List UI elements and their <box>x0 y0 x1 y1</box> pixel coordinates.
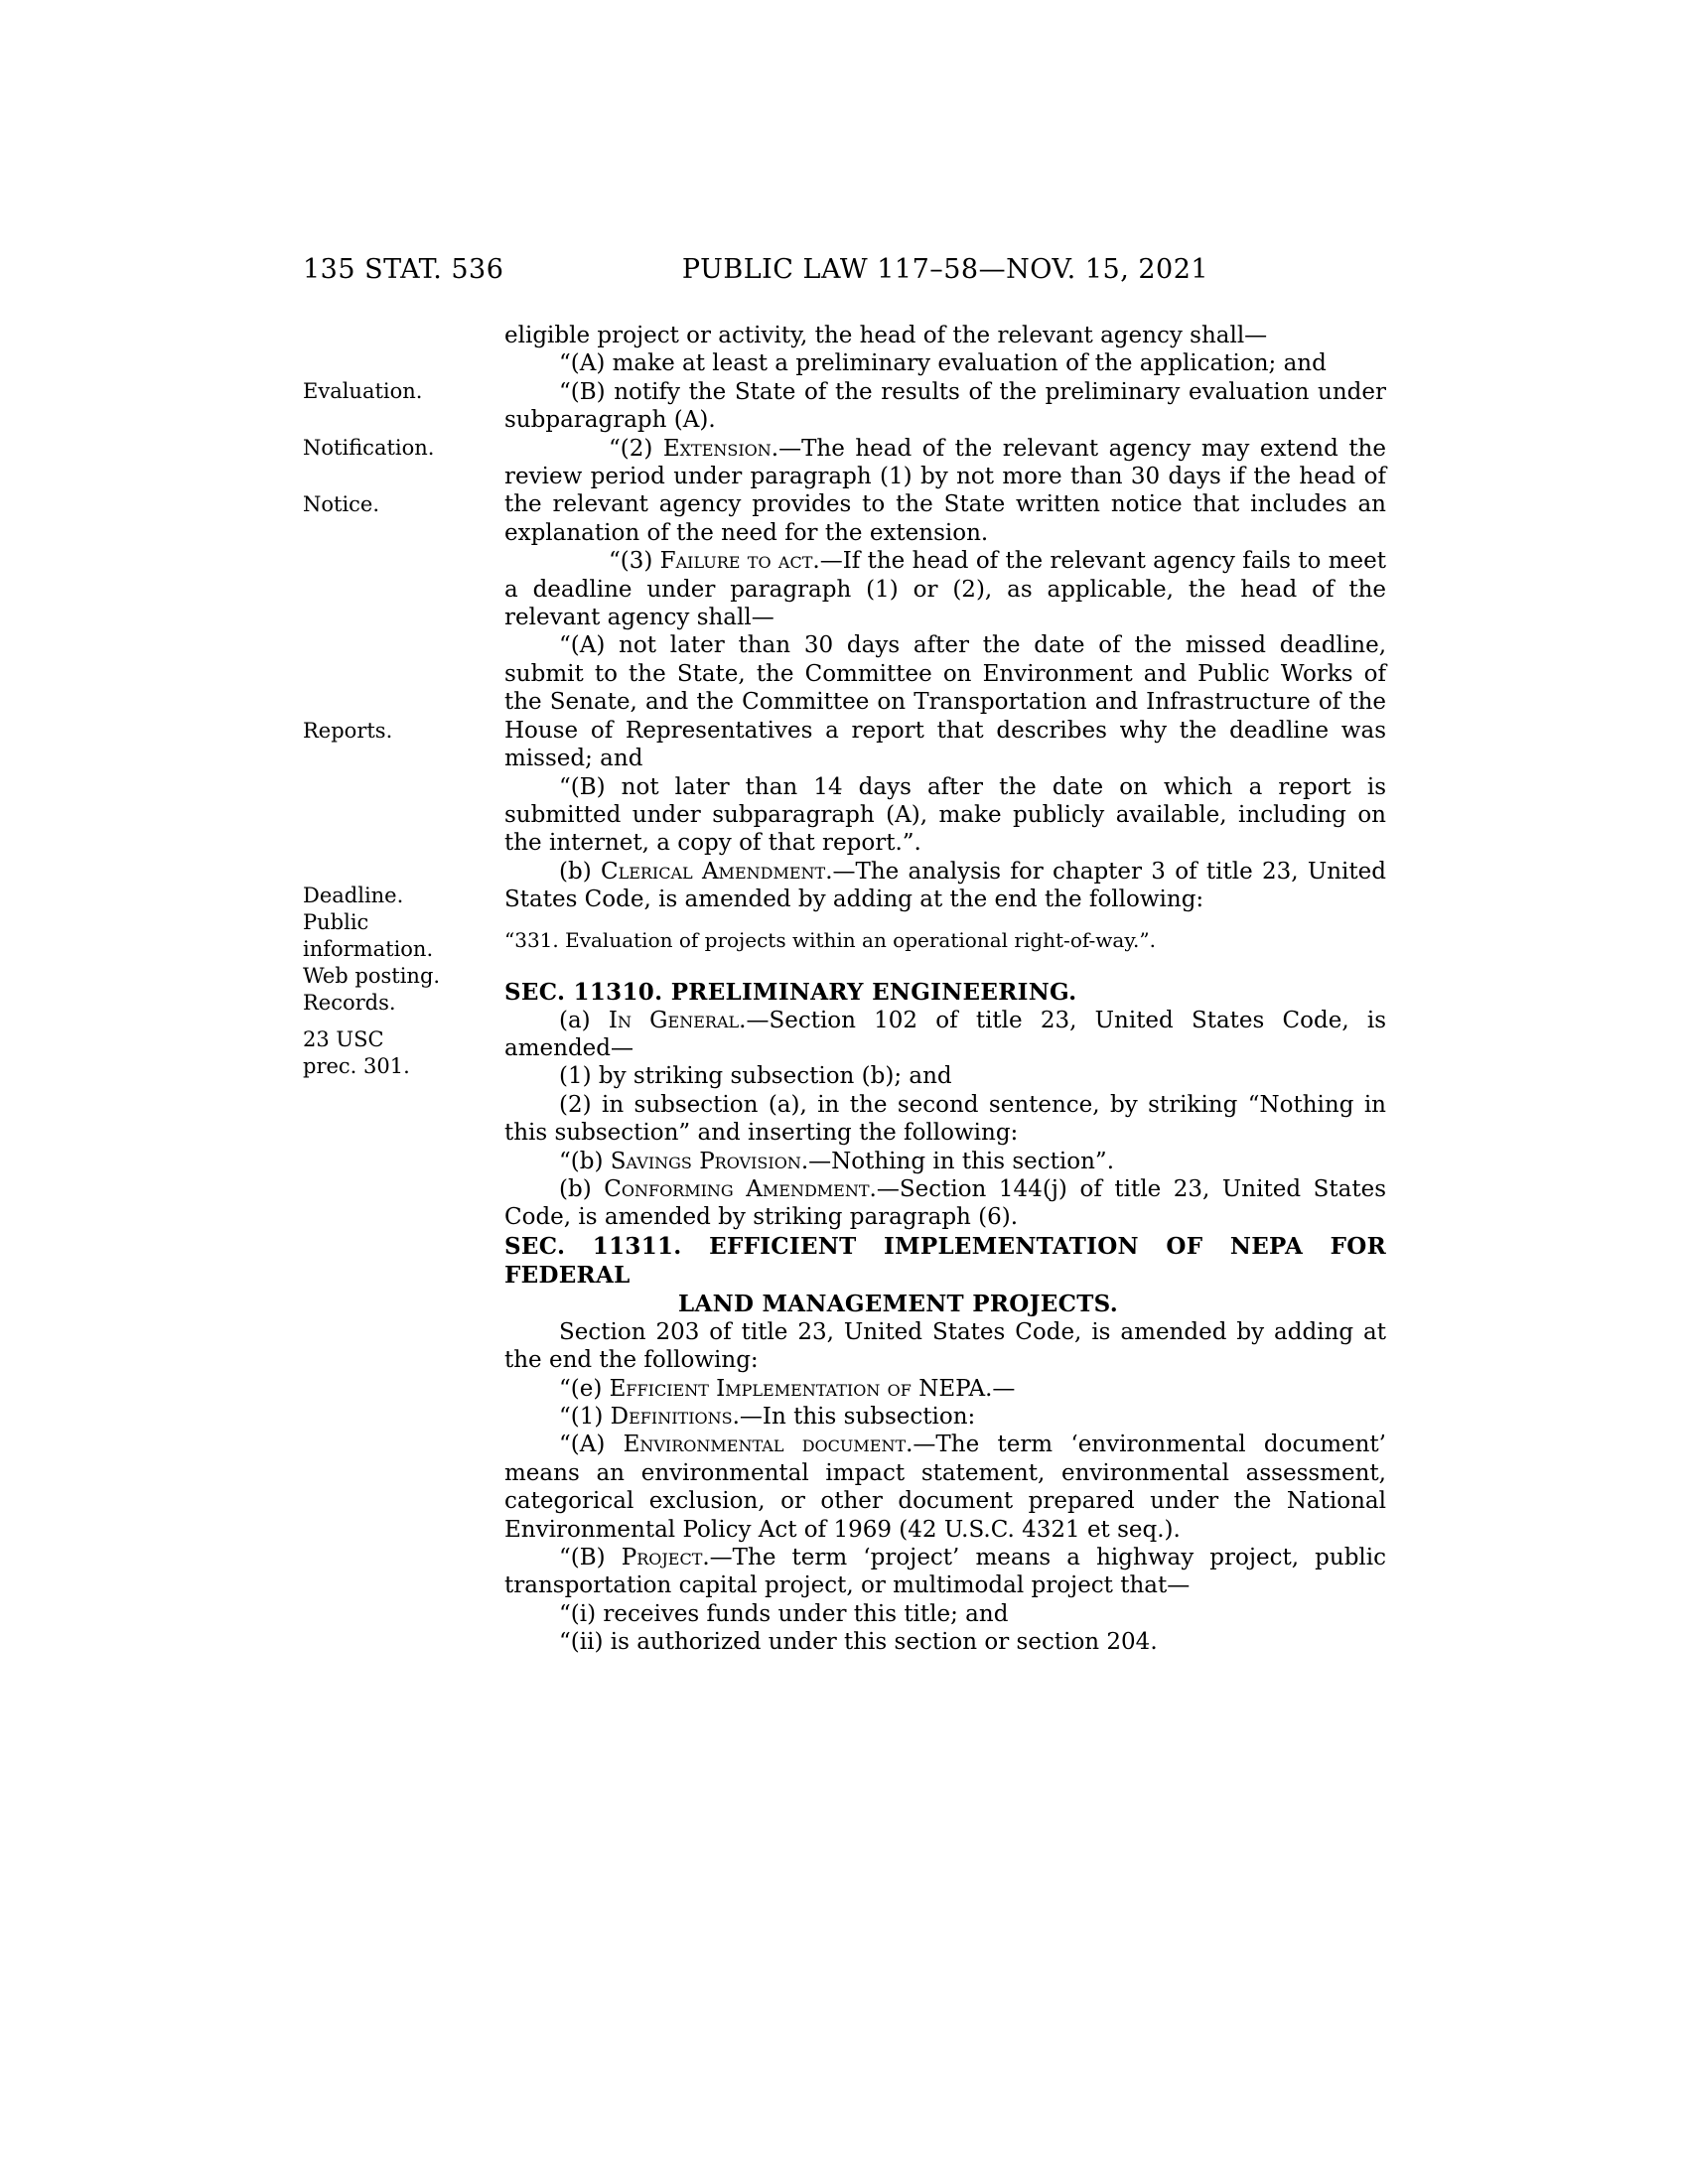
subsection-e-efficient-implementation <box>504 1375 1386 1403</box>
margin-note-line: prec. 301. <box>303 1054 410 1078</box>
paragraph-text: .—The head of the relevant agency may extend the review period under paragraph (1) by not more than 30 days if the head of the relevant agency provides to the State written notice that includes an explanation of the need for the extension. <box>504 435 1386 546</box>
stat-page-number: 135 STAT. 536 <box>303 254 504 285</box>
enum-label: “(3) <box>609 548 660 575</box>
defined-term: Clerical Amendment <box>600 858 826 885</box>
paragraph-b-clerical-amendment <box>504 858 1386 914</box>
paragraph-text: .—The analysis for chapter 3 of title 23, United States Code, is amended by adding at the end the following: <box>504 858 1386 913</box>
margin-note-reports <box>303 718 492 745</box>
subparagraph-a-report: “(A) not later than 30 days after the date of the missed deadline, submit to the State, the Committee on Environment and Public Works of the Senate, and the Committee on Transportation and Infrastructure of the House of Representatives a report that describes why the deadline was missed; and <box>504 632 1386 772</box>
paragraph-1-definitions <box>504 1403 1386 1431</box>
paragraph-text: .—If the head of the relevant agency fails to meet a deadline under paragraph (1) or (2), as applicable, the head of the relevant agency shall— <box>504 548 1386 631</box>
paragraph-text: .—Section 144(j) of title 23, United States Code, is amended by striking paragraph (6). <box>504 1175 1386 1231</box>
paragraph-text: .— <box>985 1375 1016 1402</box>
subparagraph-a-evaluation: “(A) make at least a preliminary evaluation of the application; and <box>559 350 1327 377</box>
enum-label: “(1) <box>559 1404 611 1430</box>
paragraph-2-extension <box>504 435 1386 548</box>
margin-note-line: Web posting. <box>303 964 441 988</box>
paragraph-text: .—The term ‘project’ means a highway project, public transportation capital project, or multimodal project that— <box>504 1545 1387 1599</box>
defined-term: Savings Provision <box>610 1148 801 1174</box>
statute-text-column <box>504 322 1386 1657</box>
enum-label: (a) <box>559 1007 609 1033</box>
clause-ii-authorized: “(ii) is authorized under this section or section 204. <box>559 1629 1158 1656</box>
paragraph-section-203-intro: Section 203 of title 23, United States Code, is amended by adding at the end the following: <box>504 1318 1386 1374</box>
margin-note-notice <box>303 491 492 518</box>
margin-note-line: Notification. <box>303 436 435 460</box>
margin-note-line: Deadline. <box>303 884 404 907</box>
defined-term: Conforming Amendment <box>604 1175 870 1202</box>
paragraph-b-conforming-amendment <box>504 1175 1386 1232</box>
enum-label: (b) <box>559 1175 605 1202</box>
paragraph-text: .—In this subsection: <box>732 1404 976 1430</box>
paragraph-3-failure-to-act <box>504 547 1386 631</box>
margin-note-line: Reports. <box>303 719 393 743</box>
enum-label: “(b) <box>559 1148 611 1174</box>
section-heading-line1: SEC. 11311. EFFICIENT IMPLEMENTATION OF NEPA FOR FEDERAL <box>504 1232 1386 1289</box>
subparagraph-a-environmental-document <box>504 1431 1386 1544</box>
defined-term: In General <box>608 1007 740 1033</box>
paragraph-a-in-general <box>504 1007 1386 1063</box>
margin-note-line: information. <box>303 937 434 961</box>
section-heading-line2: LAND MANAGEMENT PROJECTS. <box>678 1290 1119 1317</box>
margin-note-line: Public <box>303 910 369 934</box>
paragraph-text: .—Nothing in this section”. <box>800 1148 1114 1174</box>
section-heading-11311 <box>504 1232 1386 1318</box>
quoted-savings-provision <box>504 1148 1386 1175</box>
item-2-subsection-a: (2) in subsection (a), in the second sentence, by striking “Nothing in this subsection” and inserting the following: <box>504 1091 1386 1147</box>
clause-i-receives-funds: “(i) receives funds under this title; and <box>559 1600 1009 1627</box>
enum-label: “(B) <box>559 1545 622 1571</box>
margin-note-line: 23 USC <box>303 1027 384 1051</box>
enum-label: “(A) <box>559 1432 624 1458</box>
margin-note-notification <box>303 435 492 462</box>
defined-term: Efficient Implementation of NEPA <box>609 1375 986 1402</box>
margin-note-deadline-records <box>303 883 492 1017</box>
defined-term: Project <box>621 1545 703 1571</box>
defined-term: Definitions <box>610 1404 733 1430</box>
defined-term: Failure to act <box>659 548 813 575</box>
margin-note-evaluation <box>303 378 492 405</box>
analysis-table-entry: “331. Evaluation of projects within an operational right-of-way.”. <box>504 927 1156 952</box>
paragraph-text: .—The term ‘environmental document’ means an environmental impact statement, environmental assessment, categorical exclusion, or other document prepared under the National Environmental Policy Act of 1969 (42 U.S.C. 4321 et seq.). <box>504 1432 1386 1543</box>
subparagraph-b-notify: “(B) notify the State of the results of the preliminary evaluation under subparagraph (A). <box>504 378 1386 434</box>
subparagraph-b-project <box>504 1544 1386 1600</box>
enum-label: “(e) <box>559 1375 610 1402</box>
enum-label: “(2) <box>609 435 663 462</box>
margin-note-line: Records. <box>303 991 396 1015</box>
defined-term: Extension <box>662 435 772 462</box>
item-1-striking: (1) by striking subsection (b); and <box>559 1063 952 1090</box>
subparagraph-b-public-availability: “(B) not later than 14 days after the date on which a report is submitted under subparagraph (A), make publicly available, including on the internet, a copy of that report.”. <box>504 773 1386 857</box>
enum-label: (b) <box>559 858 601 885</box>
law-title-header: PUBLIC LAW 117–58—NOV. 15, 2021 <box>681 254 1209 285</box>
defined-term: Environmental document <box>623 1432 907 1458</box>
margin-note-line: Notice. <box>303 492 380 516</box>
section-heading-11310: SEC. 11310. PRELIMINARY ENGINEERING. <box>504 978 1077 1006</box>
paragraph-text: .—Section 102 of title 23, United States Code, is amended— <box>504 1007 1387 1061</box>
margin-note-line: Evaluation. <box>303 379 423 403</box>
paragraph-continuation: eligible project or activity, the head of the relevant agency shall— <box>504 323 1268 348</box>
margin-note-usc-citation <box>303 1026 492 1080</box>
